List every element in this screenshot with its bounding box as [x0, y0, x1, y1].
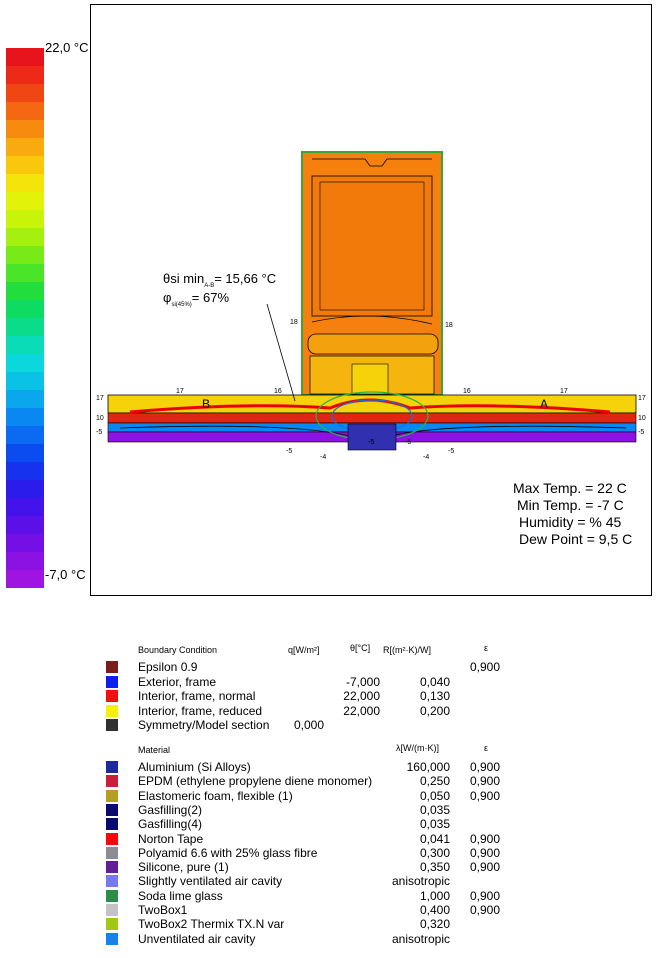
max-temp-text: Max Temp. = 22 C [513, 480, 627, 496]
label-17-a: 17 [560, 388, 568, 395]
material-row [106, 889, 526, 903]
scale-band [6, 120, 44, 139]
boundary-row [106, 660, 526, 674]
material-name: Aluminium (Si Alloys) [138, 760, 251, 774]
min-temp-text: Min Temp. = -7 C [517, 497, 624, 513]
material-row [106, 774, 526, 788]
scale-band [6, 156, 44, 175]
phi-si-label: $\varphi_{si(45\%)}= 67\%$ [163, 290, 230, 308]
material-eps: 0,900 [469, 774, 500, 789]
material-row [106, 803, 526, 817]
material-name: Gasfilling(4) [138, 817, 203, 832]
boundary-header-eps: ε [484, 643, 489, 653]
scale-band [6, 300, 44, 319]
boundary-swatch [106, 705, 118, 717]
material-lambda: anisotropic [391, 874, 450, 889]
boundary-swatch [106, 719, 118, 731]
boundary-r: 0,130 [419, 689, 450, 703]
material-name: TwoBox2 Thermix TX.N var [138, 917, 285, 932]
scale-band [6, 426, 44, 445]
material-lambda: anisotropic [391, 931, 450, 946]
boundary-swatch [106, 676, 118, 688]
scale-band [6, 498, 44, 517]
scale-band [6, 336, 44, 355]
label-10-right: 10 [638, 415, 646, 422]
material-legend [106, 741, 526, 951]
material-row [106, 903, 526, 917]
material-swatch [106, 833, 118, 845]
material-swatch [106, 790, 118, 802]
label-m5-center: -5 [368, 439, 375, 446]
temperature-scale [0, 0, 103, 600]
scale-band [6, 48, 44, 67]
scale-band [6, 444, 44, 463]
material-header-eps: ε [484, 743, 489, 753]
material-lambda: 0,035 [419, 817, 450, 832]
boundary-row [106, 704, 526, 718]
boundary-q: 0,000 [293, 718, 324, 732]
material-header-name: Material [138, 745, 171, 755]
scale-band [6, 102, 44, 121]
label-17-b: 17 [176, 388, 184, 395]
material-row [106, 789, 526, 803]
material-name: Elastomeric foam, flexible (1) [138, 788, 293, 803]
scale-band [6, 408, 44, 427]
boundary-row [106, 675, 526, 689]
panel-red-layer [108, 413, 636, 423]
material-row [106, 846, 526, 860]
material-swatch [106, 761, 118, 773]
section-label-b: B [202, 397, 211, 411]
label-18-left: 18 [290, 319, 298, 326]
scale-band [6, 354, 44, 373]
material-swatch [106, 775, 118, 787]
material-swatch [106, 847, 118, 859]
material-name: Slightly ventilated air cavity [138, 874, 283, 889]
scale-band [6, 552, 44, 571]
scale-band [6, 462, 44, 481]
material-header-lambda: λ[W/(m·K)] [396, 743, 439, 753]
scale-band [6, 138, 44, 157]
material-name: Polyamid 6.6 with 25% glass fibre [138, 845, 318, 860]
scale-band [6, 264, 44, 283]
boundary-r: 0,040 [419, 674, 450, 689]
material-eps: 0,900 [469, 831, 500, 846]
scale-band [6, 318, 44, 337]
boundary-row [106, 689, 526, 703]
scale-min-label: -7,0 °C [45, 567, 86, 582]
scale-band [6, 192, 44, 211]
scale-band [6, 84, 44, 103]
scale-band [6, 516, 44, 535]
boundary-swatch [106, 690, 118, 702]
label-16-left: 16 [274, 388, 282, 395]
theta-si-min-label: θsi $\min_{A-B}= 15,66$ °C [163, 271, 277, 289]
scale-band [6, 534, 44, 553]
material-lambda: 1,000 [419, 888, 450, 903]
material-swatch [106, 904, 118, 916]
dew-point-text: Dew Point = 9,5 C [519, 531, 633, 547]
exterior-gasket [348, 424, 396, 450]
material-lambda: 0,035 [419, 802, 450, 817]
material-eps: 0,900 [469, 760, 500, 774]
material-row [106, 932, 526, 946]
boundary-eps: 0,900 [469, 660, 500, 674]
boundary-name: Exterior, frame [138, 674, 217, 689]
material-name: Unventilated air cavity [138, 931, 256, 946]
material-lambda: 0,300 [419, 845, 450, 860]
scale-band [6, 210, 44, 229]
material-swatch [106, 861, 118, 873]
material-lambda: 0,050 [419, 788, 450, 803]
material-name: TwoBox1 [138, 903, 188, 917]
boundary-theta: 22,000 [343, 703, 380, 718]
material-swatch [106, 875, 118, 887]
label-m4-a: -4 [320, 454, 327, 461]
boundary-name: Epsilon 0.9 [138, 660, 198, 674]
section-label-a: A [540, 397, 549, 411]
scale-band [6, 570, 44, 588]
material-swatch [106, 818, 118, 830]
scale-band [6, 282, 44, 301]
scale-band [6, 390, 44, 409]
material-row [106, 874, 526, 888]
material-eps: 0,900 [469, 888, 500, 903]
boundary-header-name: Boundary Condition [138, 645, 218, 655]
boundary-theta: -7,000 [345, 674, 380, 689]
material-name: Soda lime glass [138, 888, 223, 903]
material-eps: 0,900 [469, 788, 500, 803]
material-name: Gasfilling(2) [138, 802, 203, 817]
boundary-r: 0,200 [419, 703, 450, 718]
label-m5-b: -5 [448, 448, 455, 455]
label-16-right: 16 [463, 388, 471, 395]
material-eps: 0,900 [469, 903, 500, 917]
material-lambda: 0,320 [419, 917, 450, 932]
boundary-theta: 22,000 [343, 689, 380, 703]
scale-band [6, 66, 44, 85]
material-name: Norton Tape [138, 831, 204, 846]
material-name: EPDM (ethylene propylene diene monomer) [138, 774, 373, 789]
boundary-condition-legend [106, 643, 526, 733]
boundary-header-theta: θ[°C] [350, 643, 371, 653]
material-row [106, 917, 526, 931]
scale-band [6, 228, 44, 247]
material-lambda: 0,400 [419, 903, 450, 917]
material-lambda: 160,000 [406, 760, 450, 774]
boundary-name: Interior, frame, reduced [138, 703, 263, 718]
label-18-right: 18 [445, 322, 453, 329]
boundary-header-r: R[(m²·K)/W] [383, 645, 431, 655]
panel-warm-layer [108, 395, 636, 413]
material-row [106, 832, 526, 846]
profile-lower-cavity [308, 334, 438, 354]
material-eps: 0,900 [469, 845, 500, 860]
label-m5-left: -5 [96, 429, 103, 436]
material-swatch [106, 890, 118, 902]
boundary-header-q: q[W/m²] [288, 645, 320, 655]
scale-band [6, 174, 44, 193]
boundary-row [106, 718, 526, 732]
material-lambda: 0,041 [419, 831, 450, 846]
boundary-name: Symmetry/Model section [138, 718, 270, 732]
material-eps: 0,900 [469, 860, 500, 875]
material-lambda: 0,250 [419, 774, 450, 789]
boundary-swatch [106, 661, 118, 673]
color-scale-bar [6, 48, 52, 588]
label-m5-a: -5 [286, 448, 293, 455]
scale-max-label: 22,0 °C [45, 40, 89, 55]
label-10-left: 10 [96, 415, 104, 422]
material-row [106, 760, 526, 774]
label-m5-right: -5 [638, 429, 645, 436]
material-swatch [106, 933, 118, 945]
material-row [106, 860, 526, 874]
material-swatch [106, 804, 118, 816]
profile-cavity-upper [312, 176, 432, 316]
label-17-left: 17 [96, 395, 104, 402]
label-m5-d: -5 [405, 439, 412, 446]
label-17-right: 17 [638, 395, 646, 402]
material-swatch [106, 918, 118, 930]
scale-band [6, 480, 44, 499]
profile-thermal-break [352, 364, 388, 394]
scale-band [6, 246, 44, 265]
material-lambda: 0,350 [419, 860, 450, 875]
boundary-name: Interior, frame, normal [138, 689, 256, 703]
material-name: Silicone, pure (1) [138, 860, 229, 875]
humidity-text: Humidity = % 45 [519, 514, 622, 530]
scale-band [6, 372, 44, 391]
label-m4-b: -4 [423, 454, 430, 461]
material-row [106, 817, 526, 831]
